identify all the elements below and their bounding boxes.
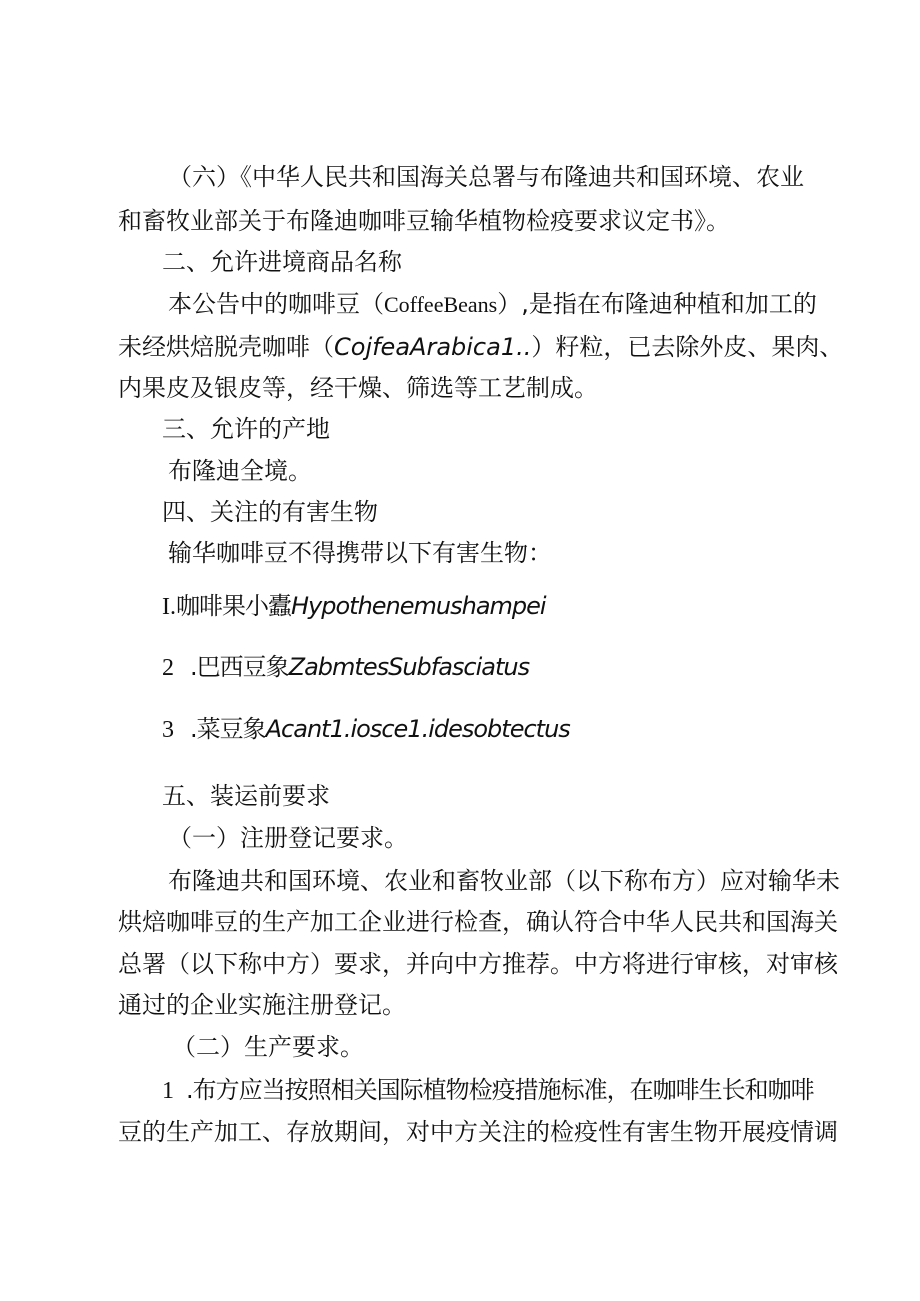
text: .布方应当按照相关国际植物检疫措施标准，在咖啡生长和咖啡	[186, 1076, 814, 1104]
latin-term: CojfeaArabica1..	[334, 333, 532, 361]
pest-latin-name: Acant1.iosce1.idesobtectus	[265, 715, 570, 743]
latin-term: CoffeeBeans	[384, 292, 498, 317]
paragraph-line	[168, 865, 840, 897]
pest-list-item	[162, 651, 529, 684]
text: 通过的企业实施注册登记。	[118, 991, 406, 1019]
paragraph-line	[118, 372, 598, 404]
text: 豆的生产加工、存放期间，对中方关注的检疫性有害生物开展疫情调	[118, 1118, 838, 1146]
paragraph-line	[168, 161, 804, 193]
paragraph-line	[168, 455, 312, 487]
text: 本公告中的咖啡豆（	[168, 290, 384, 318]
text: 未经烘焙脱壳咖啡（	[118, 333, 334, 361]
text: 布隆迪共和国环境、农业和畜牧业部（以下称布方）应对输华未	[168, 867, 840, 895]
text: （六）《中华人民共和国海关总署与布隆迪共和国环境、农业	[168, 163, 804, 191]
text: 和畜牧业部关于布隆迪咖啡豆输华植物检疫要求议定书》。	[118, 207, 730, 235]
heading-text: 二、允许进境商品名称	[162, 248, 402, 276]
pest-latin-name: Hypothenemushampei	[291, 592, 546, 620]
text: ）,是指在布隆迪种植和加工的	[497, 290, 817, 318]
item-number: 2	[162, 655, 174, 681]
section-heading	[162, 246, 402, 278]
heading-text: 四、关注的有害生物	[162, 498, 378, 526]
section-heading	[162, 413, 330, 445]
paragraph-line	[168, 288, 817, 321]
text: 烘焙咖啡豆的生产加工企业进行检查，确认符合中华人民共和国海关	[118, 908, 838, 936]
pest-common-name: .菜豆象	[190, 715, 266, 743]
paragraph-line	[168, 537, 552, 569]
paragraph-line	[118, 989, 406, 1021]
item-number: 3	[162, 717, 174, 743]
heading-text: （二）生产要求。	[172, 1033, 364, 1061]
subsection-heading	[172, 1031, 364, 1063]
text: 输华咖啡豆不得携带以下有害生物：	[168, 539, 552, 567]
paragraph-line	[118, 906, 838, 938]
paragraph-line	[118, 331, 843, 363]
item-number: I.	[162, 594, 176, 620]
paragraph-line	[118, 948, 838, 980]
heading-text: 五、装运前要求	[162, 782, 330, 810]
pest-latin-name: ZabmtesSubfasciatus	[288, 653, 530, 681]
subsection-heading	[168, 822, 408, 854]
pest-common-name: .巴西豆象	[190, 653, 289, 681]
heading-text: 三、允许的产地	[162, 415, 330, 443]
section-heading	[162, 780, 330, 812]
paragraph-line	[118, 205, 730, 237]
pest-list-item	[162, 590, 546, 623]
text: ）籽粒，已去除外皮、果肉、	[531, 333, 844, 361]
pest-list-item	[162, 713, 570, 746]
text: 内果皮及银皮等，经干燥、筛选等工艺制成。	[118, 374, 598, 402]
paragraph-line	[162, 1074, 814, 1107]
paragraph-line	[118, 1116, 838, 1148]
text: 总署（以下称中方）要求，并向中方推荐。中方将进行审核，对审核	[118, 950, 838, 978]
item-number: 1	[162, 1078, 174, 1104]
heading-text: （一）注册登记要求。	[168, 824, 408, 852]
text: 布隆迪全境。	[168, 457, 312, 485]
pest-common-name: 咖啡果小蠹	[176, 592, 291, 620]
section-heading	[162, 496, 378, 528]
